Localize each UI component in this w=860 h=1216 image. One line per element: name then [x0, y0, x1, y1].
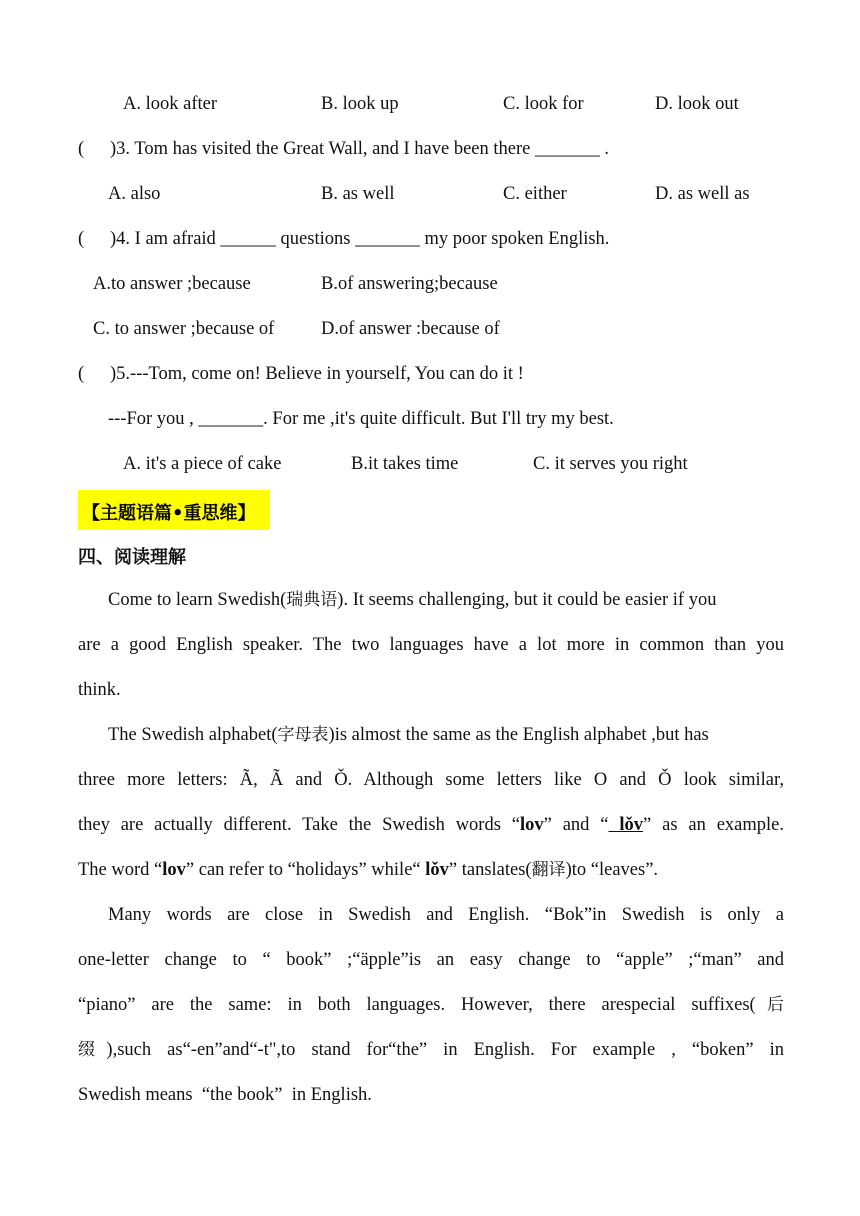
q5-option-a: A. it's a piece of cake: [123, 454, 282, 474]
q4-text: )4. I am afraid ______ questions _______ my poor spoken English.: [110, 229, 610, 249]
p2-line-3-c: ” as an example.: [643, 815, 785, 835]
p2-line-3-a: they are actually different. Take the Swedish words “: [78, 815, 520, 835]
q3-option-c: C. either: [503, 184, 567, 204]
q4-option-b: B.of answering;because: [321, 274, 498, 294]
q3-option-b: B. as well: [321, 184, 395, 204]
p2-line-4-d: )to “leaves”.: [565, 860, 659, 880]
p3-line-5: Swedish means “the book” in English.: [78, 1085, 372, 1105]
p2-line-4: [78, 861, 658, 880]
p2-line-4-b: ” can refer to “holidays” while“: [185, 860, 426, 880]
p2-line-4-c: ” tanslates(: [448, 860, 532, 880]
p3-line-3: [78, 996, 784, 1015]
p2-line-3-b: ” and “: [543, 815, 609, 835]
p3-line-3-cjk: 后: [755, 995, 784, 1015]
theme-banner-label: 【主题语篇•重思维】: [82, 503, 256, 524]
p1-line-2: are a good English speaker. The two languages have a lot more in common than you: [78, 635, 784, 655]
q3-option-d: D. as well as: [655, 184, 750, 204]
p2-word-lov-accent-b: lǒv: [425, 860, 449, 880]
q5-text: )5.---Tom, come on! Believe in yourself, You can do it !: [110, 364, 524, 384]
p3-line-4-cjk: 缀: [78, 1040, 107, 1060]
p2-line-4-a: The word “: [78, 860, 163, 880]
p1-line-1-cjk: 瑞典语: [286, 590, 338, 610]
q4-option-c: C. to answer ;because of: [93, 319, 275, 339]
theme-banner: [78, 490, 270, 530]
p1-line-1: [108, 591, 716, 610]
p1-line-1-b: ). It seems challenging, but it could be easier if you: [337, 590, 717, 610]
p3-line-2: one-letter change to “ book” ;“äpple”is an easy change to “apple” ;“man” and: [78, 950, 784, 970]
q3-paren: (: [78, 139, 85, 159]
section-title: 四、阅读理解: [78, 547, 186, 568]
p2-line-4-cjk: 翻译: [531, 860, 566, 880]
p2-word-lov-accent: lǒv: [608, 815, 644, 835]
q2-option-b: B. look up: [321, 94, 399, 114]
p2-line-1-cjk: 字母表: [277, 725, 329, 745]
q5-line-2: ---For you , _______. For me ,it's quite difficult. But I'll try my best.: [108, 409, 614, 429]
p1-line-3: think.: [78, 680, 121, 700]
p2-word-lov-b: lov: [162, 860, 186, 880]
p3-line-4: [78, 1041, 784, 1060]
p2-line-1: [108, 726, 709, 745]
p3-line-4-a: ),such as“-en”and“-t",to stand for“the” in English. For example , “boken” in: [106, 1040, 784, 1060]
q4-option-d: D.of answer :because of: [321, 319, 500, 339]
q4-option-a: A.to answer ;because: [93, 274, 251, 294]
p3-line-3-a: “piano” are the same: in both languages. However, there arespecial suffixes(: [78, 995, 756, 1015]
p1-line-1-a: Come to learn Swedish(: [108, 590, 287, 610]
q5-option-c: C. it serves you right: [533, 454, 688, 474]
q3-option-a: A. also: [108, 184, 161, 204]
q2-option-c: C. look for: [503, 94, 584, 114]
q2-option-a: A. look after: [123, 94, 218, 114]
q4-paren: (: [78, 229, 85, 249]
p2-line-1-a: The Swedish alphabet(: [108, 725, 278, 745]
q5-option-b: B.it takes time: [351, 454, 459, 474]
p2-line-2: three more letters: Ã, Ã and Ǒ. Although some letters like O and Ǒ look similar,: [78, 770, 784, 790]
p2-word-lov: lov: [520, 815, 544, 835]
p2-line-1-b: )is almost the same as the English alphabet ,but has: [328, 725, 709, 745]
p3-line-1: Many words are close in Swedish and English. “Bok”in Swedish is only a: [108, 905, 784, 925]
q5-paren: (: [78, 364, 85, 384]
q3-text: )3. Tom has visited the Great Wall, and I have been there _______ .: [110, 139, 609, 159]
p2-line-3: [78, 816, 784, 835]
q2-option-d: D. look out: [655, 94, 739, 114]
